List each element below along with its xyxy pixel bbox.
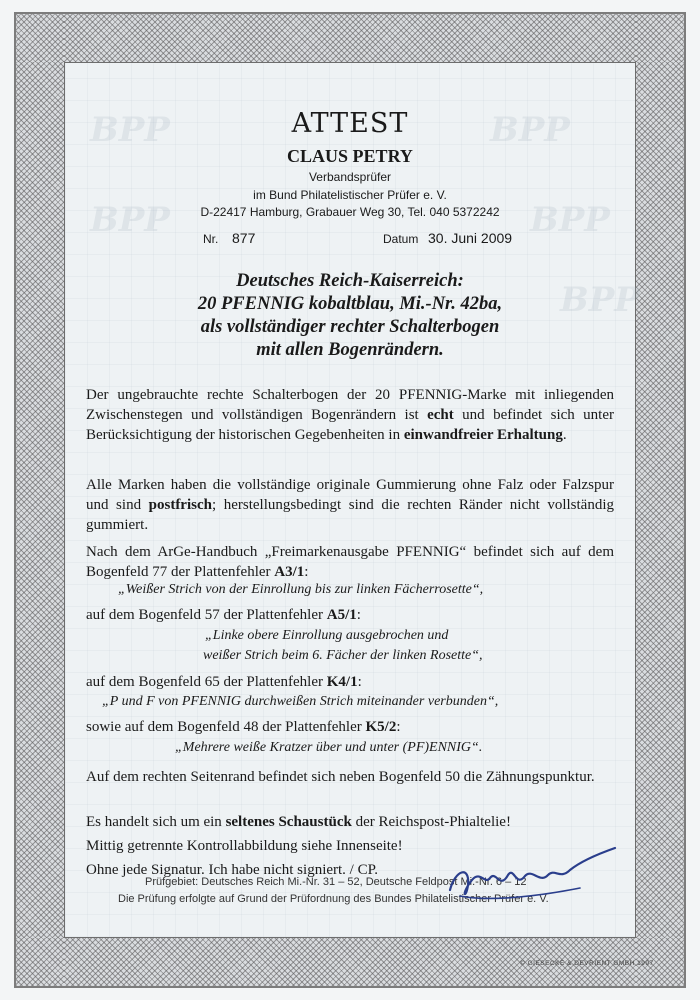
text-bold: A3/1 <box>274 564 305 580</box>
text: der Reichspost-Phialtelie! <box>351 814 511 830</box>
watermark-text: BPP <box>490 110 570 150</box>
text-bold: echt <box>427 407 454 423</box>
text: sowie auf dem Bogenfeld 48 der Plattenfehler <box>86 719 366 735</box>
examination-scope: Prüfgebiet: Deutsches Reich Mi.-Nr. 31 – 52, Deutsche Feldpost Mi.-Nr. 6 – 12 <box>145 876 527 888</box>
text: Der ungebrauchte rechte Schalterbogen der 20 PFENNIG-Marke mit inliegenden Zwischenstegen und vollständigen Bogenrändern ist <box>86 387 614 423</box>
text: Ohne jede Signatur. Ich habe nicht signiert. / CP. <box>86 862 379 878</box>
headline-line: 20 PFENNIG kobaltblau, Mi.-Nr. 42ba, <box>197 294 503 314</box>
plate-flaw-quote: „P und F von PFENNIG durchweißen Strich miteinander verbunden“, <box>102 694 499 709</box>
certificate-number: 877 <box>232 230 256 246</box>
paragraph-handbook <box>86 542 614 582</box>
examiner-signature <box>430 840 630 915</box>
association: im Bund Philatelistischer Prüfer e. V. <box>253 188 447 202</box>
text: auf dem Bogenfeld 65 der Plattenfehler <box>86 674 327 690</box>
paragraph-field-57 <box>86 605 626 625</box>
text-bold: seltenes Schaustück <box>225 814 352 830</box>
text: : <box>396 719 401 735</box>
attest-title: ATTEST <box>291 108 409 139</box>
paragraph-perforation <box>86 767 614 787</box>
signature-stroke <box>450 848 615 894</box>
text-bold: K4/1 <box>326 674 358 690</box>
plate-flaw-quote: „Mehrere weiße Kratzer über und unter (PF)ENNIG“. <box>175 740 483 755</box>
headline-line: Deutsches Reich-Kaiserreich: <box>236 271 464 291</box>
date-label: Datum <box>383 232 419 246</box>
paragraph-showpiece <box>86 812 626 832</box>
text: Mittig getrennte Kontrollabbildung siehe Innenseite! <box>86 838 403 854</box>
text: . <box>562 427 567 443</box>
signature-stroke <box>460 888 580 898</box>
text-bold: einwandfreier Erhaltung <box>403 427 563 443</box>
paragraph-field-48 <box>86 717 626 737</box>
printer-imprint: © GIESECKE & DEVRIENT GMBH 1997 <box>520 960 654 967</box>
plate-flaw-quote: weißer Strich beim 6. Fächer der linken Rosette“, <box>203 648 483 663</box>
examiner-role: Verbandsprüfer <box>308 170 392 184</box>
plate-flaw-quote: „Weißer Strich von der Einrollung bis zur linken Fächerrosette“, <box>118 582 484 597</box>
headline-line: mit allen Bogenrändern. <box>256 340 444 360</box>
stamp-description-headline <box>74 270 626 362</box>
paragraph-field-65 <box>86 672 626 692</box>
examiner-address: D-22417 Hamburg, Grabauer Weg 30, Tel. 040 5372242 <box>200 205 500 219</box>
text-bold: A5/1 <box>326 607 357 623</box>
certificate-date: 30. Juni 2009 <box>428 230 513 246</box>
paragraph-gum <box>86 475 614 535</box>
watermark-text: BPP <box>530 200 610 240</box>
paragraph-condition <box>86 385 614 445</box>
text: Es handelt sich um ein <box>86 814 226 830</box>
watermark-text: BPP <box>90 200 170 240</box>
text: und befindet sich unter Berücksichtigung der historischen Gegebenheiten in <box>86 407 614 443</box>
text: Auf dem rechten Seitenrand befindet sich neben Bogenfeld 50 die Zähnungspunktur. <box>86 769 595 785</box>
examiner-name: CLAUS PETRY <box>287 146 413 166</box>
watermark-text: BPP <box>90 110 170 150</box>
examination-rules: Die Prüfung erfolgte auf Grund der Prüfordnung des Bundes Philatelistischer Prüfer e. V. <box>118 893 549 905</box>
text-bold: K5/2 <box>365 719 397 735</box>
text: auf dem Bogenfeld 57 der Plattenfehler <box>86 607 327 623</box>
headline-line: als vollständiger rechter Schalterbogen <box>200 317 500 337</box>
text: : <box>304 564 309 580</box>
text-bold: postfrisch <box>148 497 212 513</box>
watermark-text: BPP <box>560 280 640 320</box>
text: ; herstellungsbedingt sind die rechten Ränder nicht vollständig gummiert. <box>86 497 614 533</box>
text: Alle Marken haben die vollständige originale Gummierung ohne Falz oder Falzspur und sind <box>86 477 614 513</box>
text: Nach dem ArGe-Handbuch „Freimarkenausgabe PFENNIG“ befindet sich auf dem Bogenfeld 77 der Plattenfehler <box>86 544 614 580</box>
text: : <box>356 607 361 623</box>
certificate-number-label: Nr. <box>203 232 219 246</box>
plate-flaw-quote: „Linke obere Einrollung ausgebrochen und <box>205 628 449 643</box>
text: : <box>357 674 362 690</box>
